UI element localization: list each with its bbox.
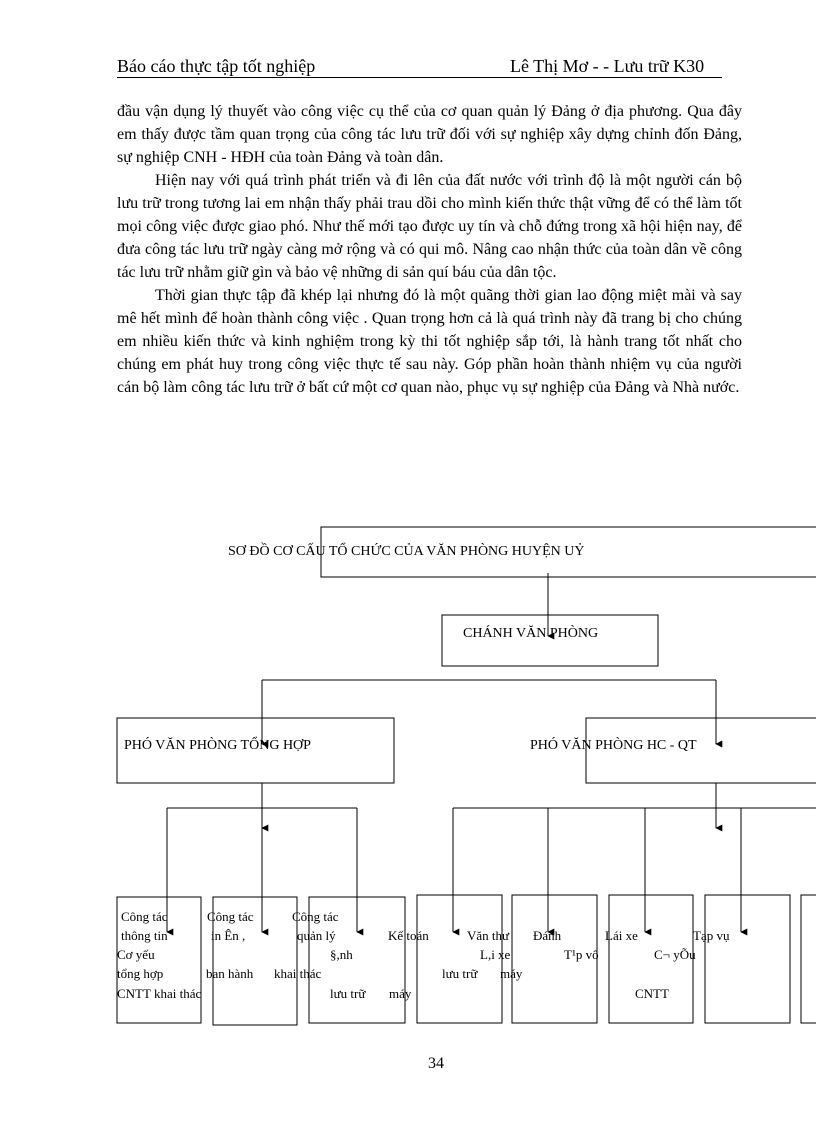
unit-1-line-2: thông tin [121,928,168,943]
diagram-title: SƠ ĐỒ CƠ CẤU TỔ CHỨC CỦA VĂN PHÒNG HUYỆN UỶ [228,544,585,559]
unit-5-line-2: lưu trữ [442,966,478,981]
unit-5-line-1: Văn thư [467,928,510,943]
unit-box-8 [801,895,816,1023]
paragraph-3: Thời gian thực tập đã khép lại nhưng đó là một quãng thời gian lao động miệt mài và say mê hết mình để hoàn thành công việc . Quan trọng hơn cả là quá trình này đã trang bị cho chúng em nhiều kiến thức và kinh nghiệm trong kỳ thi tốt nghiệp sắp tới, là hành trang tốt nhất cho chúng em phát huy trong công việc thực tế sau này. Góp phần hoàn thành nhiệm vụ của người cán bộ làm công tác lưu trữ ở bất cứ một cơ quan nào, phục vụ sự nghiệp của Đảng và Nhà nước. [117,287,742,396]
unit-4-line-1: Kế toán [388,928,429,943]
unit-7-line-1: Lái xe [605,928,638,943]
paragraph-2: Hiện nay với quá trình phát triển và đi lên của đất nước với trình độ là một người cán bộ lưu trữ trong tương lai em nhận thấy phải trau dồi cho mình kiến thức thật vững để có thể làm tốt mọi công việc được giao phó. Như thế mới tạo được uy tín và chỗ đứng trong xã hội hiện nay, để đưa công tác lưu trữ ngày càng mở rộng và có qui mô. Nâng cao nhận thức của toàn dân về công tác lưu trữ nhằm giữ gìn và bảo vệ những di sản quí báu của dân tộc. [117,172,742,281]
chief-label: CHÁNH VĂN PHÒNG [463,626,599,641]
header-right: Lê Thị Mơ - - Lưu trữ K30 [510,56,705,76]
unit-3-line-4: khai thác [274,966,322,981]
unit-3-line-2: quản lý [297,928,336,943]
unit-7-line-3: CNTT [635,986,669,1001]
unit-6-line-1: Đánh [533,928,562,943]
unit-1-line-4: tổng hợp [117,966,164,981]
unit-6-line-2: L,i xe [480,947,511,962]
deputy-admin-label: PHÓ VĂN PHÒNG HC - QT [530,738,697,753]
unit-1-line-3: Cơ yếu [117,947,155,962]
unit-1-line-1: Công tác [121,909,168,924]
unit-box-7 [705,895,790,1023]
deputy-general-label: PHÓ VĂN PHÒNG TỔNG HỢP [124,738,311,753]
unit-3-line-6: máy [389,986,412,1001]
unit-2-line-2: in Ên , [211,928,246,943]
paragraph-1: đầu vận dụng lý thuyết vào công việc cụ thể của cơ quan quản lý Đảng ở địa phương. Qua đây em thấy được tầm quan trọng của công tác lưu trữ đối với sự nghiệp xây dựng chỉnh đốn Đảng, sự nghiệp CNH - HĐH của toàn Đảng và toàn dân. [117,103,742,166]
unit-2-line-1: Công tác [207,909,254,924]
unit-1-line-5: CNTT khai thác [117,986,202,1001]
unit-3-line-3: §,nh [330,947,353,962]
unit-7-line-2: C¬ yÕu [654,947,696,962]
unit-8-line-1: Tạp vụ [693,928,730,943]
unit-6-line-4: máy [500,966,523,981]
unit-6-line-3: T¹p vô [564,947,599,962]
page-number: 34 [428,1055,444,1072]
unit-3-line-5: lưu trữ [330,986,366,1001]
unit-3-line-1: Công tác [292,909,339,924]
header-left: Báo cáo thực tập tốt nghiệp [117,56,316,76]
unit-2-line-3: ban hành [206,966,254,981]
